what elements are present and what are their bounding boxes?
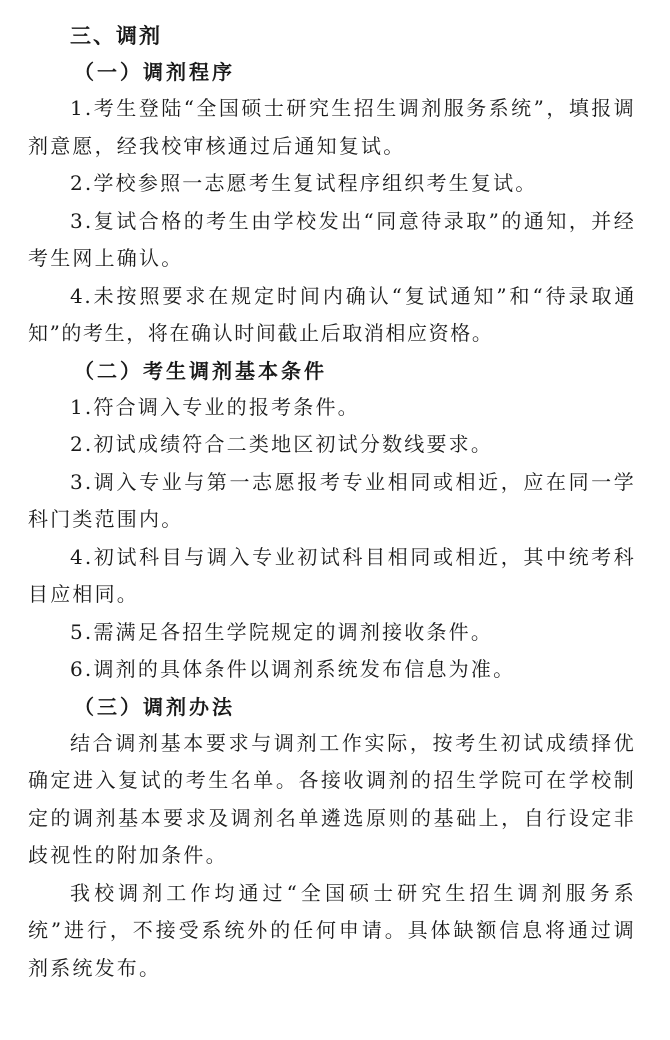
condition-item-4: 4.初试科目与调入专业初试科目相同或相近，其中统考科目应相同。 [28, 544, 636, 606]
method-paragraph-1: 结合调剂基本要求与调剂工作实际，按考生初试成绩择优确定进入复试的考生名单。各接收调剂的招生学院可在学校制定的调剂基本要求及调剂名单遴选原则的基础上，自行设定非歧视性的附加条件。 [28, 730, 636, 867]
condition-item-6: 6.调剂的具体条件以调剂系统发布信息为准。 [70, 657, 516, 681]
procedure-item-4: 4.未按照要求在规定时间内确认“复试通知”和“待录取通知”的考生，将在确认时间截止后取消相应资格。 [28, 283, 636, 345]
procedure-item-2: 2.学校参照一志愿考生复试程序组织考生复试。 [70, 171, 538, 195]
procedure-item-1: 1.考生登陆“全国硕士研究生招生调剂服务系统”，填报调剂意愿，经我校审核通过后通知复试。 [28, 96, 636, 158]
method-paragraph-2: 我校调剂工作均通过“全国硕士研究生招生调剂服务系统”进行，不接受系统外的任何申请。具体缺额信息将通过调剂系统发布。 [28, 880, 636, 980]
subsection-title-method: （三）调剂办法 [74, 694, 235, 719]
condition-item-2: 2.初试成绩符合二类地区初试分数线要求。 [70, 432, 494, 456]
subsection-title-procedure: （一）调剂程序 [74, 60, 235, 84]
section-title: 三、调剂 [70, 24, 162, 48]
procedure-item-3: 3.复试合格的考生由学校发出“同意待录取”的通知，并经考生网上确认。 [28, 208, 636, 270]
condition-item-5: 5.需满足各招生学院规定的调剂接收条件。 [70, 619, 494, 644]
subsection-title-conditions: （二）考生调剂基本条件 [74, 358, 327, 383]
condition-item-1: 1.符合调入专业的报考条件。 [70, 394, 360, 419]
condition-item-3: 3.调入专业与第一志愿报考专业相同或相近，应在同一学科门类范围内。 [28, 469, 636, 531]
